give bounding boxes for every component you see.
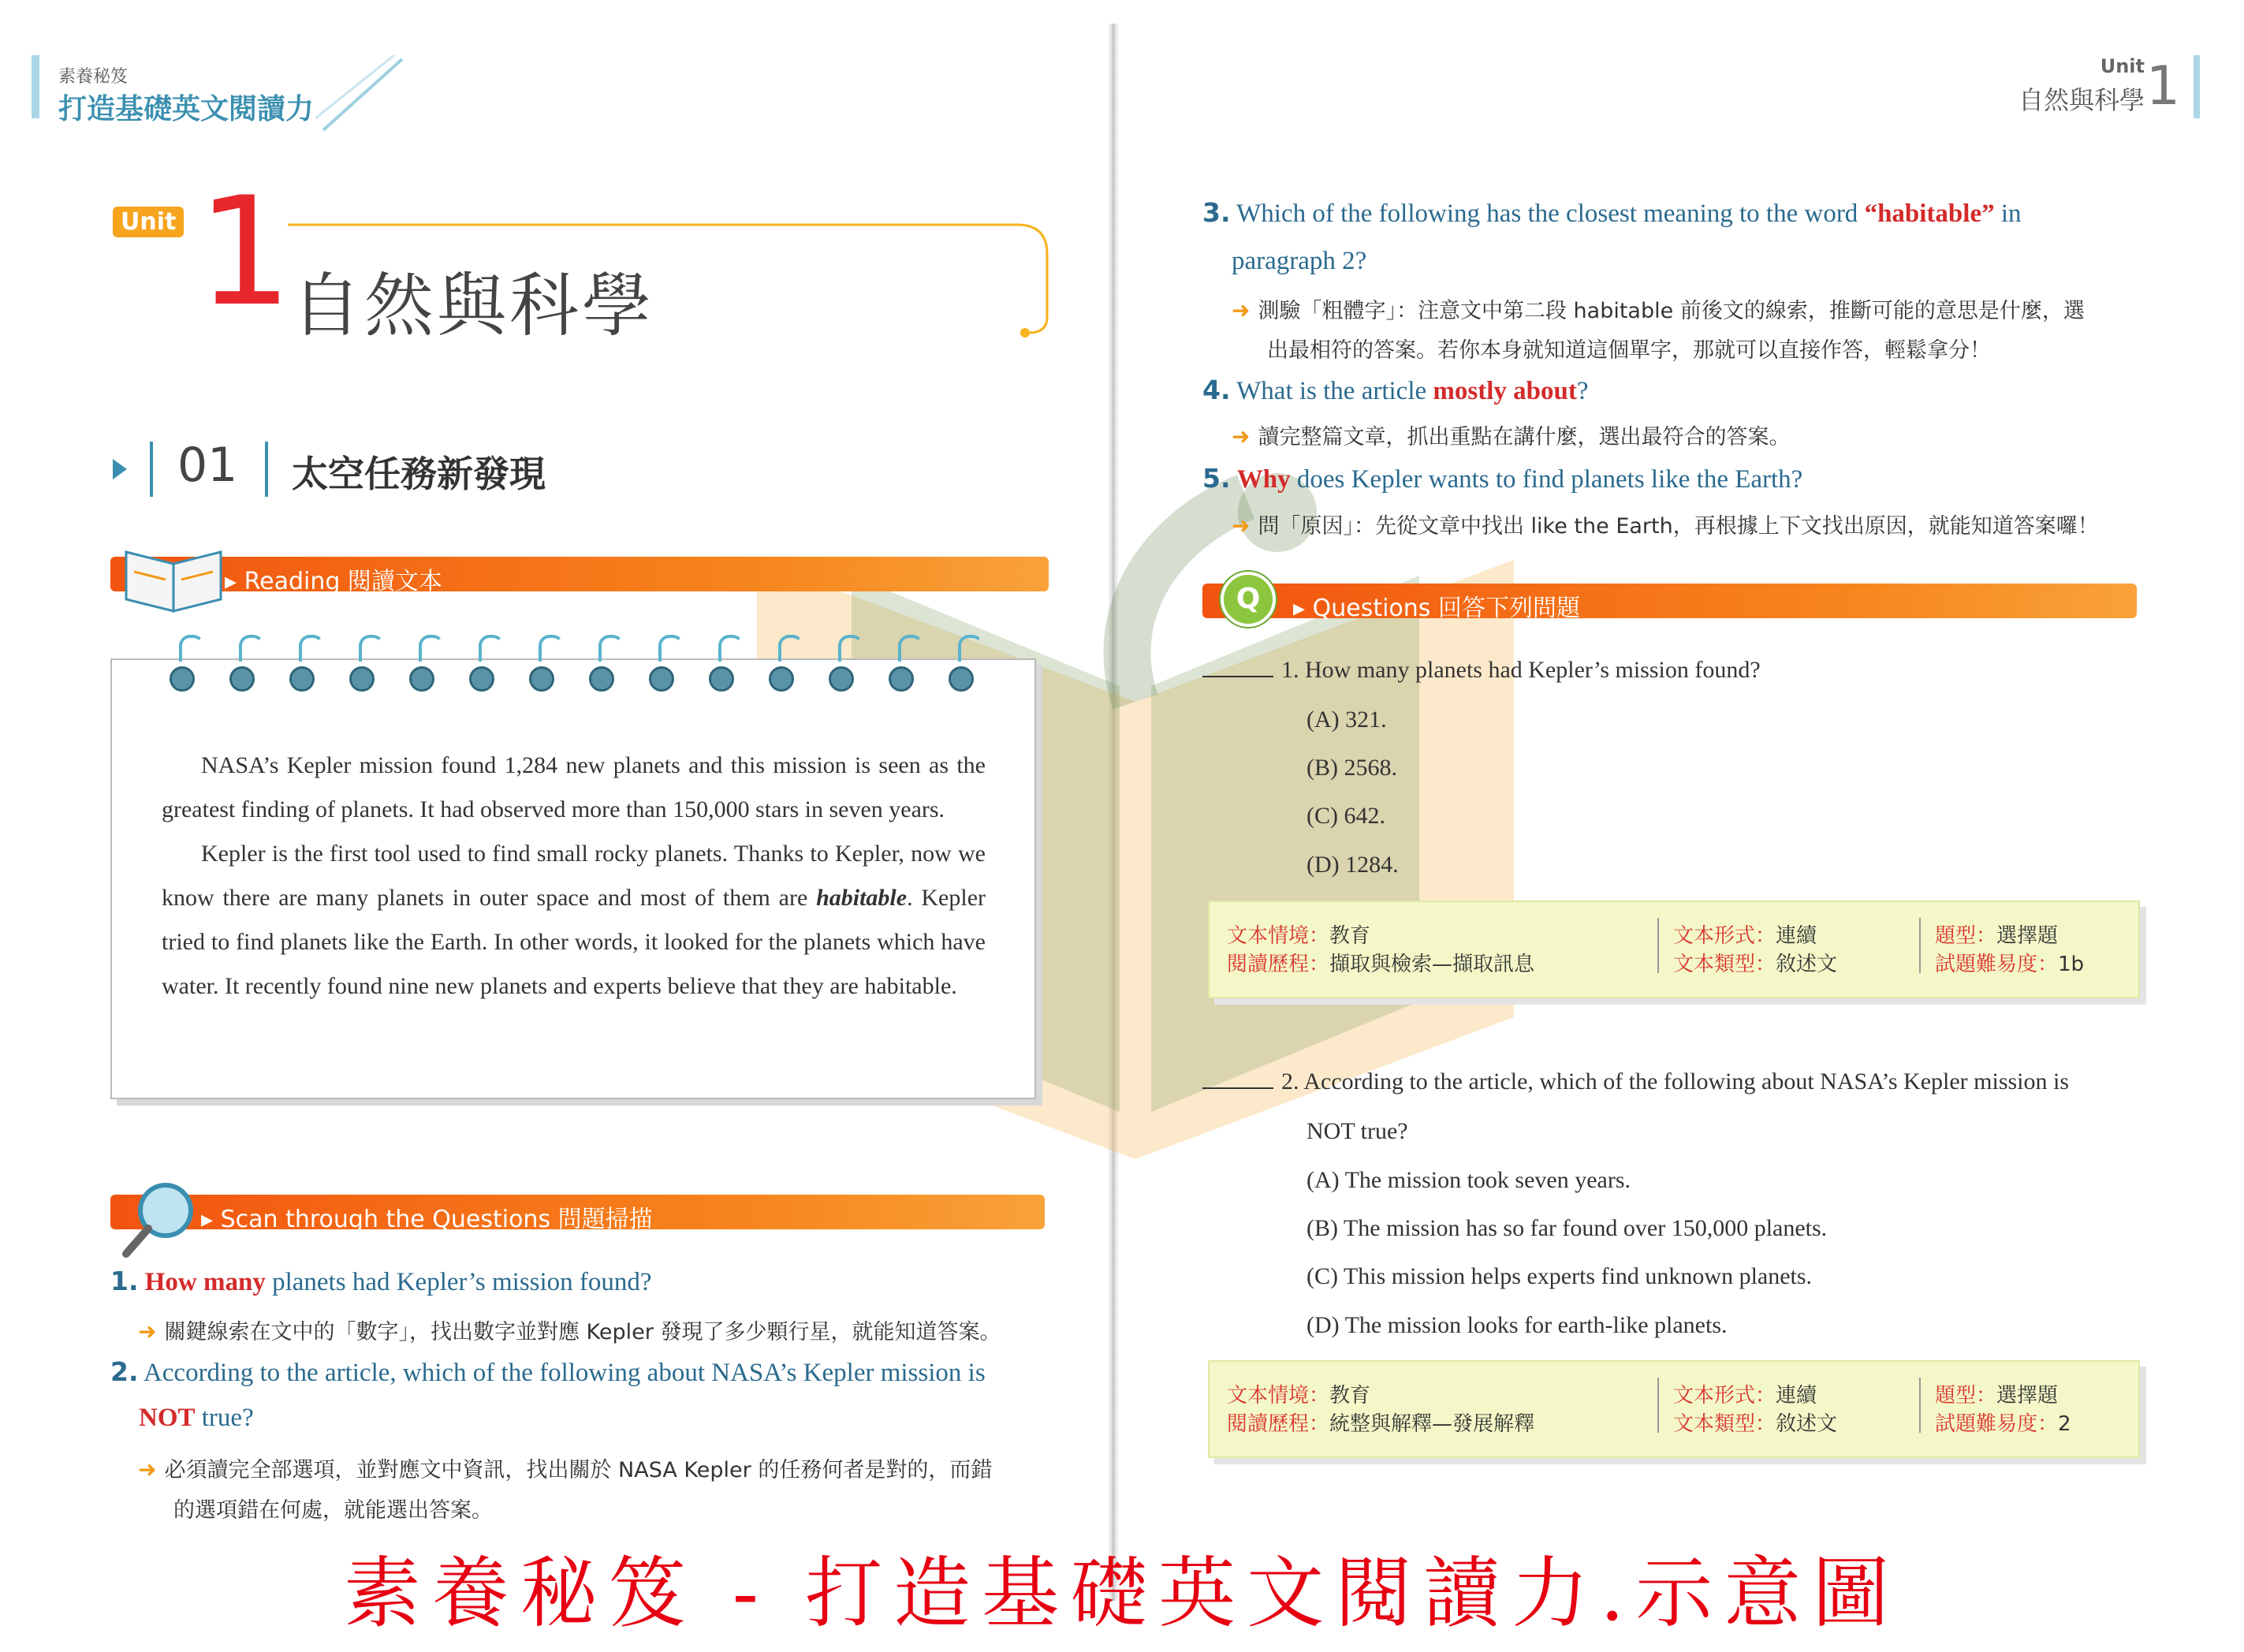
scan-question-3: 3. Which of the following has the closest meaning to the word “habitable” in <box>1202 197 2022 228</box>
answer-blank-1[interactable] <box>1202 676 1273 677</box>
reading-bar-label: Reading 閱讀文本 <box>244 568 442 595</box>
passage-paragraph-1: NASA’s Kepler mission found 1,284 new planets and this mission is seen as the greatest finding of planets. It had observed more than 150,000 stars in seven years. <box>162 752 986 822</box>
footer-caption: 素養秘笈 - 打造基礎英文閱讀力.示意圖 <box>343 1549 1901 1639</box>
q2-option-c[interactable]: (C) This mission helps experts find unknown planets. <box>1307 1263 1813 1289</box>
question-1: 1. How many planets had Kepler’s mission found? <box>1202 657 1761 684</box>
scan-hint-2-line2: 的選項錯在何處，就能選出答案。 <box>173 1498 493 1523</box>
unit-header <box>2018 55 2200 118</box>
scan-question-2-line2: NOT true? <box>139 1404 254 1432</box>
scan-bar-label: Scan through the Questions 問題掃描 <box>220 1206 653 1233</box>
q1-info-box: 文本情境：教育 閱讀歷程：擷取與檢索—擷取訊息 文本形式：連續 文本類型：敘述文 題型：選擇題 試題難易度：1b <box>1208 901 2140 998</box>
book-title: 打造基礎英文閱讀力 <box>58 93 315 125</box>
unit-header-title: 自然與科學 <box>2018 85 2145 115</box>
scan-hint-1: ➜ 關鍵線索在文中的「數字」，找出數字並對應 Kepler 發現了多少顆行星，就能知道答案。 <box>138 1318 1001 1344</box>
passage-paragraph-2: Kepler is the first tool used to find small rocky planets. Thanks to Kepler, now we know there are many planets in outer space and most of them are habitable. Kepler tried to find planets like the Earth. In other words, it looked for the planets which have water. It recently found nine new planets and experts believe that they are habitable. <box>162 841 986 999</box>
bold-word-habitable: habitable <box>816 885 908 911</box>
unit-header-number: 1 <box>2145 55 2180 117</box>
scan-hint-3-line2: 出最相符的答案。若你本身就知道這個單字，那就可以直接作答，輕鬆拿分！ <box>1267 338 1991 363</box>
scan-question-5: 5. Why does Kepler wants to find planets like the Earth? <box>1202 463 1803 494</box>
scan-hint-2: ➜ 必須讀完全部選項，並對應文中資訊，找出關於 NASA Kepler 的任務何者是對的，而錯 <box>138 1456 993 1482</box>
q1-option-c[interactable]: (C) 642. <box>1307 803 1385 829</box>
play-icon <box>113 459 127 479</box>
unit-number: 1 <box>197 165 293 339</box>
q2-option-a[interactable]: (A) The mission took seven years. <box>1307 1167 1631 1193</box>
q-bubble-icon: Q <box>1221 572 1276 627</box>
q1-option-d[interactable]: (D) 1284. <box>1307 852 1399 878</box>
questions-section-bar <box>1202 584 2137 622</box>
reading-passage <box>162 744 986 1009</box>
chapter-title: 自然與科學 <box>292 265 655 346</box>
unit-badge: Unit <box>113 207 184 237</box>
q2-option-d[interactable]: (D) The mission looks for earth-like planets. <box>1307 1312 1728 1338</box>
scan-hint-5: ➜ 問「原因」：先從文章中找出 like the Earth，再根據上下文找出原因，就能知道答案囉！ <box>1232 513 2099 539</box>
scan-hint-3: ➜ 測驗「粗體字」：注意文中第二段 habitable 前後文的線索，推斷可能的意思是什麼，選 <box>1232 297 2085 323</box>
play-icon: ▸ <box>225 568 244 595</box>
q2-option-b[interactable]: (B) The mission has so far found over 150,000 planets. <box>1307 1215 1828 1241</box>
arrow-icon: ➜ <box>1232 423 1251 449</box>
scan-question-1: 1. How many planets had Kepler’s mission found? <box>110 1266 652 1296</box>
lesson-title: 太空任務新發現 <box>292 453 546 495</box>
play-icon: ▸ <box>201 1206 221 1233</box>
q1-option-a[interactable]: (A) 321. <box>1307 707 1387 733</box>
unit-label: Unit <box>2100 55 2145 77</box>
reading-section-bar <box>110 557 1049 595</box>
scan-section-bar <box>110 1195 1045 1233</box>
open-book-icon <box>118 536 229 615</box>
scan-hint-4: ➜ 讀完整篇文章，抓出重點在講什麼，選出最符合的答案。 <box>1232 423 1791 449</box>
arrow-icon: ➜ <box>138 1318 157 1344</box>
spiral-binding <box>170 635 997 698</box>
scan-question-4: 4. What is the article mostly about? <box>1202 375 1589 405</box>
lesson-number: 01 <box>177 438 238 493</box>
scan-question-3-line2: paragraph 2? <box>1232 247 1367 275</box>
arrow-icon: ➜ <box>138 1456 157 1482</box>
answer-blank-2[interactable] <box>1202 1087 1273 1089</box>
question-2-line2: NOT true? <box>1307 1118 1408 1144</box>
play-icon: ▸ <box>1293 595 1313 622</box>
q1-option-b[interactable]: (B) 2568. <box>1307 755 1397 781</box>
scan-question-2: 2. According to the article, which of the following about NASA’s Kepler mission is <box>110 1356 986 1387</box>
magnifier-icon <box>118 1175 205 1262</box>
pencil-icon <box>315 55 410 134</box>
question-2: 2. According to the article, which of the following about NASA’s Kepler mission is <box>1202 1068 2069 1095</box>
questions-bar-label: Questions 回答下列問題 <box>1312 595 1580 622</box>
arrow-icon: ➜ <box>1232 513 1251 539</box>
series-label: 素養秘笈 <box>58 67 129 87</box>
q2-info-box: 文本情境：教育 閱讀歷程：統整與解釋—發展解釋 文本形式：連續 文本類型：敘述文 題型：選擇題 試題難易度：2 <box>1208 1360 2140 1458</box>
arrow-icon: ➜ <box>1232 297 1251 323</box>
